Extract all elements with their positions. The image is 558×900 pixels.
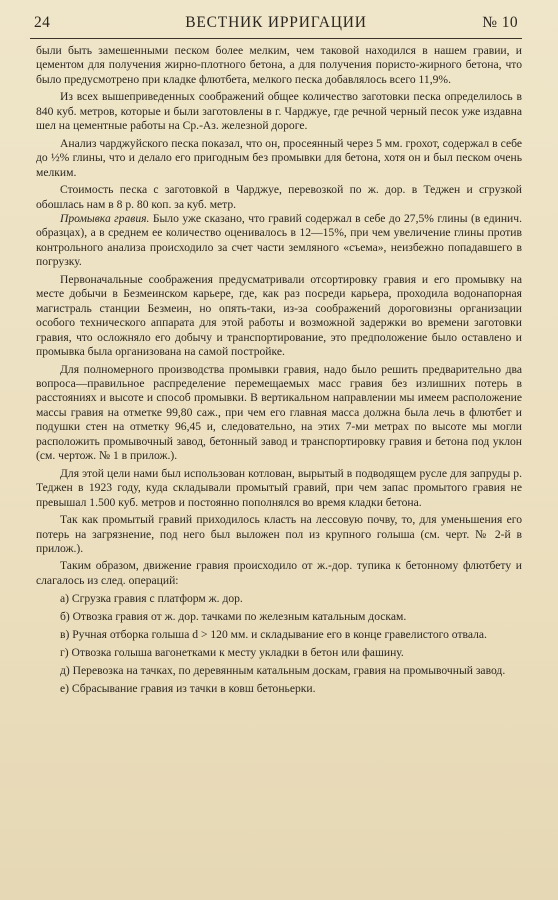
operation-item: б) Отвозка гравия от ж. дор. тачками по железным катальным доскам. [60, 610, 407, 624]
paragraph: Так как промытый гравий приходилось класть на лессовую почву, то, для уменьшения его потерь на загрязнение, под него был выложен пол из крупного голыша (см. черт. № 2-й в прилож.). [36, 513, 522, 555]
paragraph: Из всех вышеприведенных соображений общее количество заготовки песка определилось в 840 куб. метров, которые и были заготовлены в г. Чарджуе, где речной черный песок уже издавна шел на цементные работы на Ср.-Аз. железной дороге. [36, 90, 522, 133]
section-heading: Промывка гравия. [60, 211, 150, 225]
paragraph: Анализ чарджуйского песка показал, что он, просеянный через 5 мм. грохот, содержал в себе до ½% глины, что и делало его пригодным без промывки для бетона, хотя он и был песком очень мелким. [36, 136, 522, 179]
operation-item: а) Сгрузка гравия с платформ ж. дор. [60, 592, 243, 606]
paragraph: Первоначальные соображения предусматривали отсортировку гравия и его промывку на месте добычи в Безмеинском карьере, где, как раз посреди карьера, проходила водонапорная магистраль станции Безмеин, но опять-таки, из-за соображений дороговизны организации особого технического аппарата для этой работы и возможной задержки во времени заготовки гравия, что осложняло его добычу и транспортирование, это предположение было оставлено и промывка была организована на самой постройке. [36, 272, 522, 359]
issue-number: № 10 [482, 14, 518, 31]
page-number: 24 [34, 14, 51, 31]
header-rule [30, 38, 522, 39]
article-body [36, 44, 522, 697]
operations-list [36, 592, 522, 696]
operation-item: г) Отвозка голыша вагонетками к месту укладки в бетон или фашину. [60, 646, 404, 660]
operation-item: д) Перевозка на тачках, по деревянным катальным доскам, гравия на промывочный завод. [60, 664, 506, 678]
operation-item: в) Ручная отборка голыша d > 120 мм. и складывание его в конце гравелистого отвала. [60, 628, 487, 642]
operation-item: е) Сбрасывание гравия из тачки в ковш бетоньерки. [60, 682, 316, 696]
paragraph: были быть замешенными песком более мелким, чем таковой находился в нашем гравии, и цементом для получения жирно-плотного бетона, а для получения пористо-жирного бетона, что было предусмотрено при кладке флютбета, мелкого песка добавлялось всего 11,9%. [36, 44, 522, 86]
paragraph: Для полномерного производства промывки гравия, надо было решить предварительно два вопроса—правильное распределение перемещаемых масс гравия без излишних потерь в расстояниях и высоте и способ промывки. В вертикальном направлении мы имеем расположение массы гравия на отметке 99,80 саж., при чем его главная масса должна была лечь в флютбет и подушки стен на отметку 96,45 и, следовательно, на этих 7-ми метрах по высоте мы могли расположить промывочный завод, бетонный завод и транспортировку гравия и бетона под уклон (см. чертож. № 1 в прилож.). [36, 362, 522, 463]
gravel-section-intro [36, 212, 522, 270]
page-header [34, 14, 518, 36]
journal-title: ВЕСТНИК ИРРИГАЦИИ [185, 14, 367, 31]
paragraph: Стоимость песка с заготовкой в Чарджуе, перевозкой по ж. дор. в Теджен и сгрузкой обошлась нам в 8 р. 80 коп. за куб. метр. [36, 183, 522, 211]
paragraph: Для этой цели нами был использован котлован, вырытый в подводящем русле для запруды р. Теджен в 1923 году, куда складывали промытый гравий, при чем запас промытого гравия не превышал 1.500 куб. метров и постоянно пополнялся во время кладки бетона. [36, 466, 522, 509]
paragraph: Таким образом, движение гравия происходило от ж.-дор. тупика к бетонному флютбету и слагалось из след. операций: [36, 559, 522, 587]
paragraph-text: Было уже сказано, что гравий содержал в себе до 27,5% глины (в единич. образцах), а в среднем ее количество оценивалось в 12—15%, при чем увеличение глины против контрольного анализа происходило за счет части земляного «съема», неизбежно попадавшего в погрузку. [36, 211, 522, 269]
